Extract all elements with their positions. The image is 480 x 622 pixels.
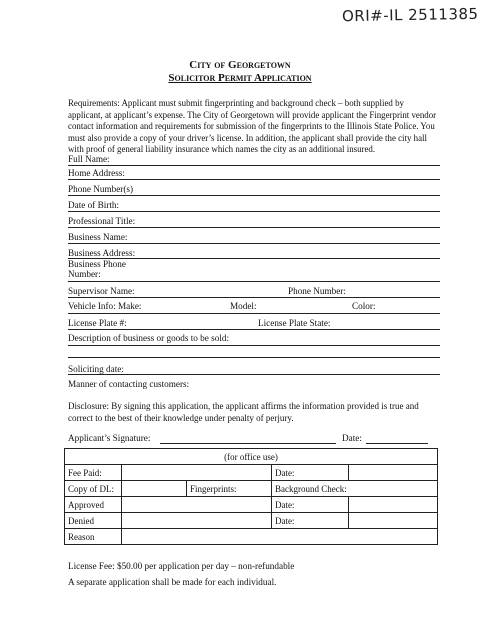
city-heading: City of Georgetown — [189, 59, 291, 71]
approved-date-field[interactable] — [349, 497, 438, 513]
business-address-label: Business Address: — [68, 248, 136, 258]
copy-dl-label: Copy of DL: — [65, 481, 122, 497]
approved-label: Approved — [65, 497, 122, 513]
full-name-line[interactable] — [68, 165, 440, 166]
fee-paid-label: Fee Paid: — [65, 465, 122, 481]
phone-numbers-line[interactable] — [68, 195, 440, 196]
office-header-row — [65, 449, 438, 465]
form-title: Solicitor Permit Application — [168, 72, 312, 84]
dl-row — [65, 481, 438, 497]
reason-row — [65, 529, 438, 545]
signature-date-line[interactable] — [366, 443, 428, 444]
business-phone-label-2: Number: — [68, 269, 101, 279]
description-line-2[interactable] — [68, 357, 440, 358]
reason-field[interactable] — [122, 529, 438, 545]
approved-field[interactable] — [122, 497, 272, 513]
approved-date-label: Date: — [272, 497, 349, 513]
denied-field[interactable] — [122, 513, 272, 529]
denied-date-label: Date: — [272, 513, 349, 529]
disclosure-paragraph: Disclosure: By signing this application, the applicant affirms the information provided is true and correct to the best of their knowledge under penalty of perjury. — [68, 401, 419, 423]
signature-date-label: Date: — [342, 433, 362, 443]
vehicle-line[interactable] — [68, 313, 440, 314]
background-check-label: Background Check: — [272, 481, 438, 497]
business-phone-line[interactable] — [68, 281, 440, 282]
denied-label: Denied — [65, 513, 122, 529]
phone-number-label: Phone Number: — [288, 286, 346, 296]
denied-date-field[interactable] — [349, 513, 438, 529]
form-title-wrap — [0, 72, 480, 84]
home-address-line[interactable] — [68, 179, 440, 180]
separate-application-note: A separate application shall be made for each individual. — [68, 577, 277, 587]
requirements-paragraph: Requirements: Applicant must submit fingerprinting and background check – both supplied by applicant, at applicant’s expense. The City of Georgetown will provide applicant the Fingerprint vendor contact information and requirements for submission of the fingerprints to the Illinois State Police. You must also provide a copy of your driver’s license. In addition, the applicant shall provide the city hall with proof of general liability insurance which names the city as an additional insured. — [68, 98, 437, 155]
supervisor-name-label: Supervisor Name: — [68, 286, 135, 296]
business-name-label: Business Name: — [68, 232, 128, 242]
professional-title-line[interactable] — [68, 227, 440, 228]
soliciting-date-line[interactable] — [68, 374, 440, 375]
description-label: Description of business or goods to be sold: — [68, 333, 230, 343]
phone-numbers-label: Phone Number(s) — [68, 184, 134, 194]
signature-line[interactable] — [160, 443, 336, 444]
office-use-table — [64, 448, 438, 545]
dob-label: Date of Birth: — [68, 200, 120, 210]
professional-title-label: Professional Title: — [68, 216, 136, 226]
office-header: (for office use) — [65, 449, 438, 465]
supervisor-line[interactable] — [68, 297, 440, 298]
signature-label: Applicant’s Signature: — [68, 433, 151, 443]
fee-row — [65, 465, 438, 481]
fee-date-label: Date: — [272, 465, 349, 481]
license-plate-state-label: License Plate State: — [258, 318, 331, 328]
reason-label: Reason — [65, 529, 122, 545]
license-plate-line[interactable] — [68, 329, 440, 330]
description-line-1[interactable] — [68, 345, 440, 346]
vehicle-model-label: Model: — [230, 301, 257, 311]
approved-row — [65, 497, 438, 513]
license-fee-text: License Fee: $50.00 per application per day – non-refundable — [68, 561, 295, 571]
fee-date-field[interactable] — [349, 465, 438, 481]
vehicle-make-label: Vehicle Info: Make: — [68, 301, 142, 311]
fingerprints-label: Fingerprints: — [187, 481, 272, 497]
dob-line[interactable] — [68, 211, 440, 212]
soliciting-date-label: Soliciting date: — [68, 364, 124, 374]
business-phone-label-1: Business Phone — [68, 259, 126, 269]
manner-label: Manner of contacting customers: — [68, 379, 190, 389]
business-name-line[interactable] — [68, 243, 440, 244]
fee-paid-field[interactable] — [122, 465, 272, 481]
vehicle-color-label: Color: — [352, 301, 376, 311]
home-address-label: Home Address: — [68, 168, 125, 178]
license-plate-label: License Plate #: — [68, 318, 127, 328]
handwritten-stamp: ORI#-IL 2511385 — [341, 4, 479, 26]
full-name-label: Full Name: — [68, 154, 110, 164]
denied-row — [65, 513, 438, 529]
copy-dl-field[interactable] — [122, 481, 187, 497]
